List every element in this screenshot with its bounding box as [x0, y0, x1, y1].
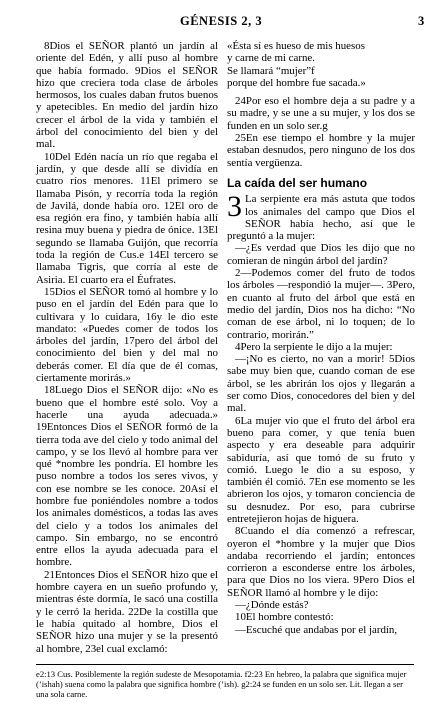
verse-paragraph: 24Por eso el hombre deja a su padre y a su madre, y se une a su mujer, y los dos se funden en un solo ser.g: [227, 95, 415, 132]
verse-paragraph: 6La mujer vio que el fruto del árbol era bueno para comer, y que tenía buen aspecto y era deseable para adquirir sabiduría, así que tomó de su fruto y comió. Luego le dio a su esposo, y también él comió. 7En ese momento se les abrieron los ojos, y tomaron conciencia de su desnudez. Por eso, para cubrirse entretejieron hojas de higuera.: [227, 414, 415, 525]
verse-paragraph: 18Luego Dios el SEÑOR dijo: «No es bueno que el hombre esté solo. Voy a hacerle una ayuda adecuada.» 19Entonces Dios el SEÑOR formó de la tierra toda ave del cielo y todo animal del campo, y se los llevó al hombre para ver qué *nombre les pondría. El hombre les puso nombre a todos los seres vivos, y con ese nombre se les conoce. 20Así el hombre fue poniéndoles nombre a todos los animales domésticos, a todas las aves del cielo y a todos los animales del campo. Sin embargo, no se encontró entre ellos la ayuda adecuada para el hombre.: [36, 384, 218, 569]
section-heading: La caída del ser humano: [227, 175, 368, 190]
running-header: [0, 14, 445, 32]
verse-paragraph: 10Del Edén nacía un río que regaba el jardín, y que desde allí se dividía en cuatro ríos menores. 11El primero se llamaba Pisón, y recorría toda la región de Javilá, donde había oro. 12El oro de esa región era fino, y también había allí resina muy buena y piedra de ónice. 13El segundo se llamaba Guijón, que recorría toda la región de Cus.e 14El tercero se llamaba Tigris, que corría al este de Asiria. El cuarto era el Éufrates.: [36, 150, 218, 286]
verse-paragraph: 25En ese tiempo el hombre y la mujer estaban desnudos, pero ninguno de los dos sentía vergüenza.: [227, 132, 415, 169]
verse-paragraph: 2—Podemos comer del fruto de todos los árboles —respondió la mujer—. 3Pero, en cuanto al fruto del árbol que está en medio del jardín, Dios nos ha dicho: “No coman de ese árbol, ni lo toquen; de lo contrario, morirán.”: [227, 267, 415, 341]
verse-paragraph: —¡No es cierto, no van a morir! 5Dios sabe muy bien que, cuando coman de ese árbol, se les abrirán los ojos y llegarán a ser como Dios, conocedores del bien y del mal.: [227, 353, 415, 415]
page-number: 3: [418, 14, 425, 28]
chapter-first-paragraph: La serpiente era más astuta que todos los animales del campo que Dios el SEÑOR había hecho, así que le preguntó a la mujer:: [227, 193, 415, 243]
verse-paragraph: 8Dios el SEÑOR plantó un jardín al oriente del Edén, y allí puso al hombre que había formado. 9Dios el SEÑOR hizo que creciera toda clase de árboles hermosos, los cuales daban frutos buenos y apetecibles. En medio del jardín hizo crecer el árbol de la vida y también el árbol del conocimiento del bien y del mal.: [36, 40, 218, 151]
verse-paragraph: 4Pero la serpiente le dijo a la mujer:: [235, 340, 393, 353]
verse-paragraph: —¿Es verdad que Dios les dijo que no comieran de ningún árbol del jardín?: [227, 242, 415, 267]
verse-paragraph: —¿Dónde estás?: [235, 599, 309, 612]
left-column: [36, 40, 218, 655]
verse-paragraph: 15Dios el SEÑOR tomó al hombre y lo puso en el jardín del Edén para que lo cultivara y lo cuidara, 16y le dio este mandato: «Puedes comer de todos los árboles del jardín, 17pero del árbol del conocimiento del bien y del mal no deberás comer. El día que de él comas, ciertamente morirás.»: [36, 285, 218, 385]
verse-paragraph: 21Entonces Dios el SEÑOR hizo que el hombre cayera en un sueño profundo y, mientras éste dormía, le sacó una costilla y le cerró la herida. 22De la costilla que le había quitado al hombre, Dios el SEÑOR hizo una mujer y se la presentó al hombre, 23el cual exclamó:: [36, 568, 218, 655]
chapter-opening: [227, 190, 415, 243]
verse-paragraph: 10El hombre contestó:: [235, 611, 334, 624]
footnotes: e2:13 Cus. Posiblemente la región sudeste de Mesopotamia. f2:23 En hebreo, la palabra que significa mujer (’ishah) suena como la palabra que significa hombre (’ish). g2:24 se funden en un solo ser. Lit. llegan a ser una sola carne.: [36, 664, 414, 700]
verse-paragraph: —Escuché que andabas por el jardín,: [235, 623, 398, 636]
verse-paragraph: 8Cuando el día comenzó a refrescar, oyeron el *hombre y la mujer que Dios andaba recorriendo el jardín; entonces corrieron a esconderse entre los árboles, para que Dios no los viera. 9Pero Dios el SEÑOR llamó al hombre y le dijo:: [227, 525, 415, 599]
poem-block: «Ésta sí es hueso de mis huesos y carne de mi carne. Se llamará “mujer”f porque del hombre fue sacada.»: [227, 40, 366, 89]
right-column: [227, 40, 415, 636]
chapter-number-dropcap: 3: [227, 190, 242, 224]
book-chapter-title: GÉNESIS 2, 3: [180, 14, 263, 28]
